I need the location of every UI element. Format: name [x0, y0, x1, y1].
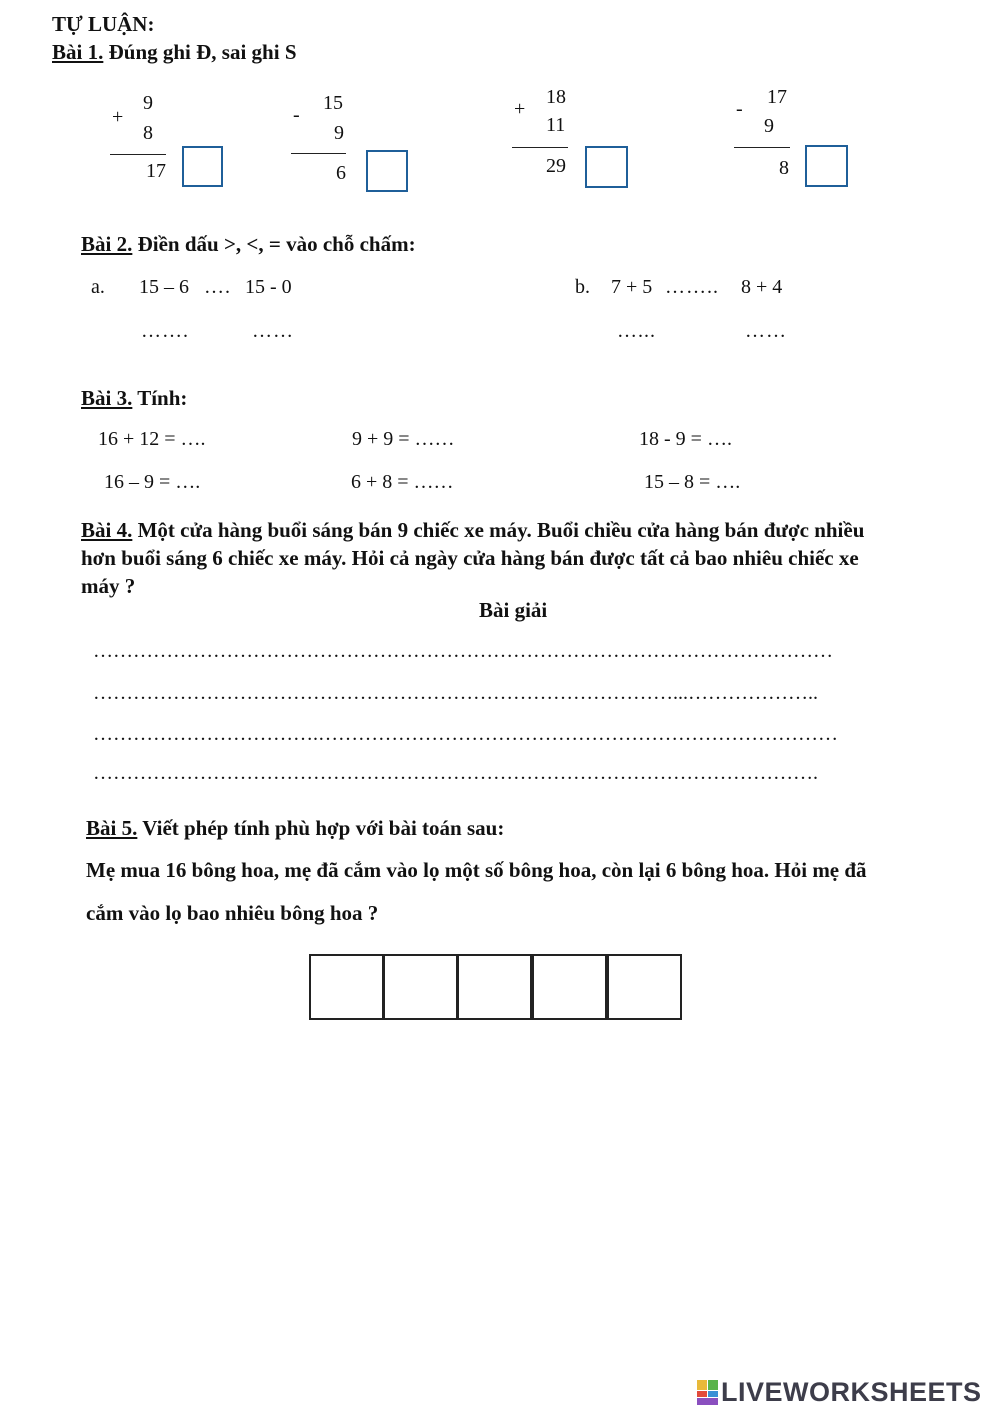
- answer-line[interactable]: …………………………………………………………………………………………………: [93, 640, 833, 662]
- bai3-instruction: Tính:: [137, 386, 188, 410]
- answer-cell[interactable]: [457, 954, 532, 1020]
- bai3-expr[interactable]: 6 + 8 = ……: [351, 471, 454, 493]
- bai3-expr[interactable]: 16 + 12 = ….: [98, 428, 206, 450]
- bai2-label: Bài 2.: [81, 232, 133, 256]
- operator: -: [293, 104, 300, 126]
- section-title: TỰ LUẬN:: [52, 12, 155, 36]
- bai2-item-b-label: b.: [575, 276, 590, 298]
- operand-top: 17: [767, 86, 787, 108]
- operand-bottom: 9: [764, 115, 774, 137]
- operand-top: 15: [323, 92, 343, 114]
- bai3-expr[interactable]: 18 - 9 = ….: [639, 428, 732, 450]
- bai5-problem-line-1: Mẹ mua 16 bông hoa, mẹ đã cắm vào lọ một số bông hoa, còn lại 6 bông hoa. Hỏi mẹ đã: [86, 858, 867, 882]
- bai3-expr[interactable]: 16 – 9 = ….: [104, 471, 201, 493]
- bai1-instruction: Đúng ghi Đ, sai ghi S: [108, 40, 297, 64]
- operand-bottom: 8: [143, 122, 153, 144]
- solution-title: Bài giải: [479, 598, 548, 622]
- operand-bottom: 9: [334, 122, 344, 144]
- bai2-extra-blank-3[interactable]: …...: [617, 320, 656, 342]
- operand-top: 9: [143, 92, 153, 114]
- answer-cell[interactable]: [532, 954, 607, 1020]
- bai2-item-a-label: a.: [91, 276, 105, 298]
- operand-top: 18: [546, 86, 566, 108]
- bai5-heading: [86, 816, 504, 841]
- bai2-extra-blank-1[interactable]: …….: [141, 320, 189, 342]
- answer-box[interactable]: [585, 146, 628, 188]
- bai5-instruction: Viết phép tính phù hợp với bài toán sau:: [142, 816, 505, 840]
- answer-line[interactable]: …………………………….……………………………………………………………………: [93, 723, 838, 745]
- bai2-item-b-left: 7 + 5: [611, 276, 653, 298]
- bai5-label: Bài 5.: [86, 816, 138, 840]
- answer-box[interactable]: [182, 146, 223, 187]
- bai2-instruction: Điền dấu >, <, = vào chỗ chấm:: [137, 232, 416, 256]
- answer-line[interactable]: ……………………………………………………………………………………………….: [93, 762, 818, 784]
- answer-cell[interactable]: [607, 954, 682, 1020]
- bai2-item-b-right: 8 + 4: [741, 276, 783, 298]
- sum-line: [512, 147, 568, 148]
- operator: +: [112, 106, 124, 128]
- bai2-extra-blank-4[interactable]: ……: [745, 320, 787, 342]
- bai4-line-2: hơn buổi sáng 6 chiếc xe máy. Hỏi cả ngày cửa hàng bán được tất cả bao nhiêu chiếc xe: [81, 546, 859, 570]
- bai3-heading: [81, 386, 187, 411]
- sum-line: [110, 154, 166, 155]
- logo-blocks-icon: [697, 1380, 719, 1406]
- bai4-label: Bài 4.: [81, 518, 133, 542]
- operator: +: [514, 98, 526, 120]
- result: 6: [336, 162, 346, 184]
- bai1-heading: [52, 40, 297, 65]
- sum-line: [291, 153, 346, 154]
- bai5-problem-line-2: cắm vào lọ bao nhiêu bông hoa ?: [86, 901, 379, 925]
- bai2-item-b-blank[interactable]: ……..: [665, 276, 719, 298]
- answer-cell[interactable]: [383, 954, 458, 1020]
- bai3-expr[interactable]: 15 – 8 = ….: [644, 471, 741, 493]
- result: 29: [546, 155, 566, 177]
- answer-box[interactable]: [366, 150, 408, 192]
- bai2-item-a-blank[interactable]: ….: [204, 276, 231, 298]
- bai2-extra-blank-2[interactable]: ……: [252, 320, 294, 342]
- bai2-heading: [81, 232, 416, 257]
- sum-line: [734, 147, 790, 148]
- bai3-expr[interactable]: 9 + 9 = ……: [352, 428, 455, 450]
- operand-bottom: 11: [546, 114, 566, 136]
- answer-grid: [309, 954, 682, 1020]
- logo-text: LIVEWORKSHEETS: [721, 1377, 982, 1407]
- answer-cell[interactable]: [309, 954, 384, 1020]
- bai4-line-3: máy ?: [81, 574, 136, 598]
- bai4-text: Một cửa hàng buổi sáng bán 9 chiếc xe máy. Buổi chiều cửa hàng bán được nhiều: [137, 518, 865, 542]
- bai3-label: Bài 3.: [81, 386, 133, 410]
- bai1-label: Bài 1.: [52, 40, 104, 64]
- result: 8: [779, 157, 789, 179]
- bai2-item-a-right: 15 - 0: [245, 276, 292, 298]
- answer-line[interactable]: ……………………………………………………………………………...………………..: [93, 682, 818, 704]
- bai4-line-1: [81, 518, 864, 543]
- operator: -: [736, 98, 743, 120]
- answer-box[interactable]: [805, 145, 848, 187]
- result: 17: [146, 160, 166, 182]
- bai2-item-a-left: 15 – 6: [139, 276, 189, 298]
